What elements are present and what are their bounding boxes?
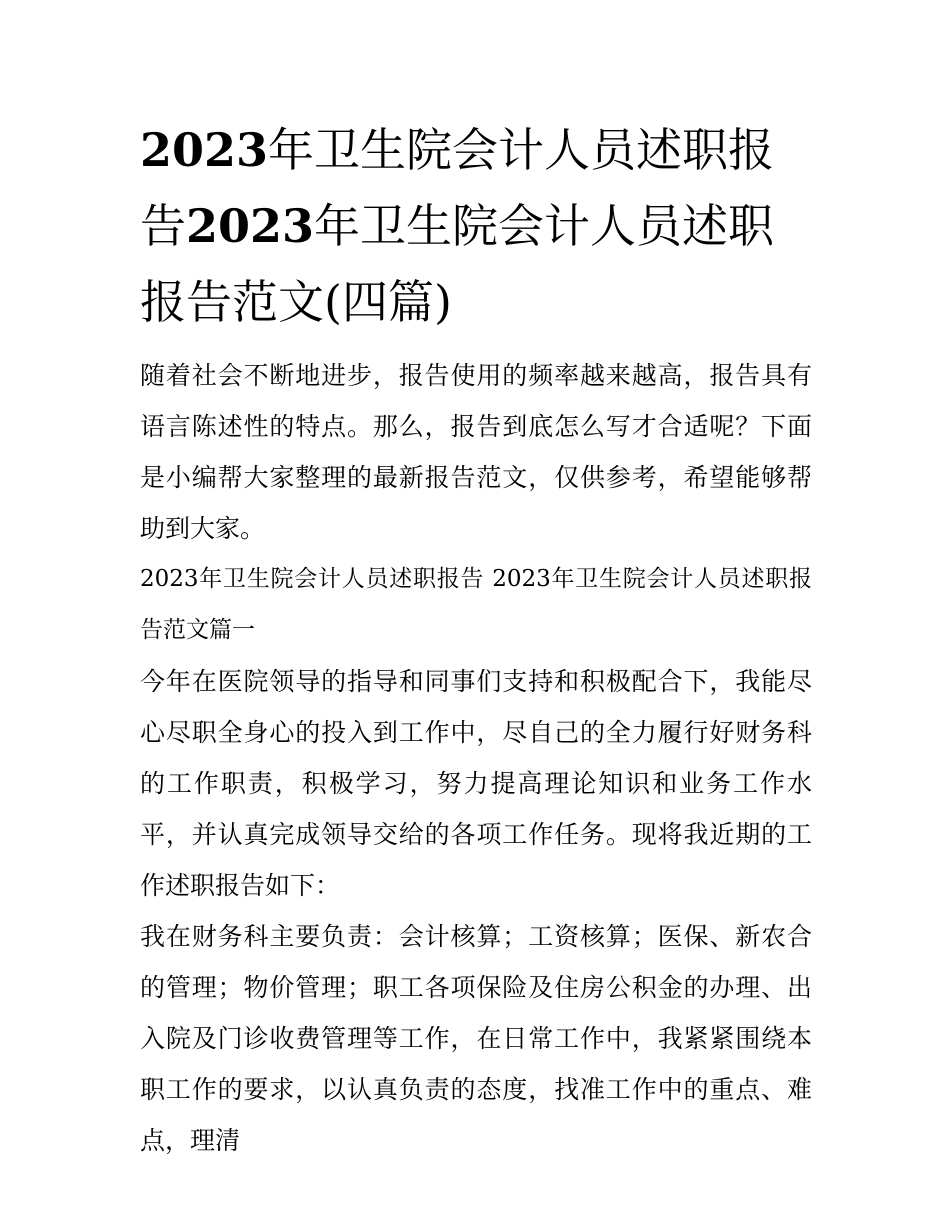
title-year-1: 2023 (140, 123, 269, 177)
body-paragraph-1: 今年在医院领导的指导和同事们支持和积极配合下，我能尽心尽职全身心的投入到工作中，尽自己的全力履行好财务科的工作职责，积极学习，努力提高理论知识和业务工作水平，并认真完成领导交给的各项工作任务。现将我近期的工作述职报告如下： (140, 667, 812, 900)
intro-paragraph: 随着社会不断地进步，报告使用的频率越来越高，报告具有语言陈述性的特点。那么，报告到底怎么写才合适呢？下面是小编帮大家整理的最新报告范文，仅供参考，希望能够帮助到大家。 (140, 361, 812, 543)
title-year-2: 2023 (186, 199, 315, 253)
title-text-1: 年卫生院会计人员述职报告 (140, 123, 775, 253)
title-text-2: 年卫生院会计人员述职报告范文(四篇) (140, 199, 775, 329)
document-page (140, 112, 812, 1166)
body-paragraph-2: 我在财务科主要负责：会计核算；工资核算；医保、新农合的管理；物价管理；职工各项保险及住房公积金的办理、出入院及门诊收费管理等工作，在日常工作中，我紧紧围绕本职工作的要求，以认真负责的态度，找准工作中的重点、难点，理清 (140, 922, 812, 1155)
document-title (140, 112, 812, 340)
section-heading: 2023年卫生院会计人员述职报告 2023年卫生院会计人员述职报告范文篇一 (140, 566, 812, 643)
